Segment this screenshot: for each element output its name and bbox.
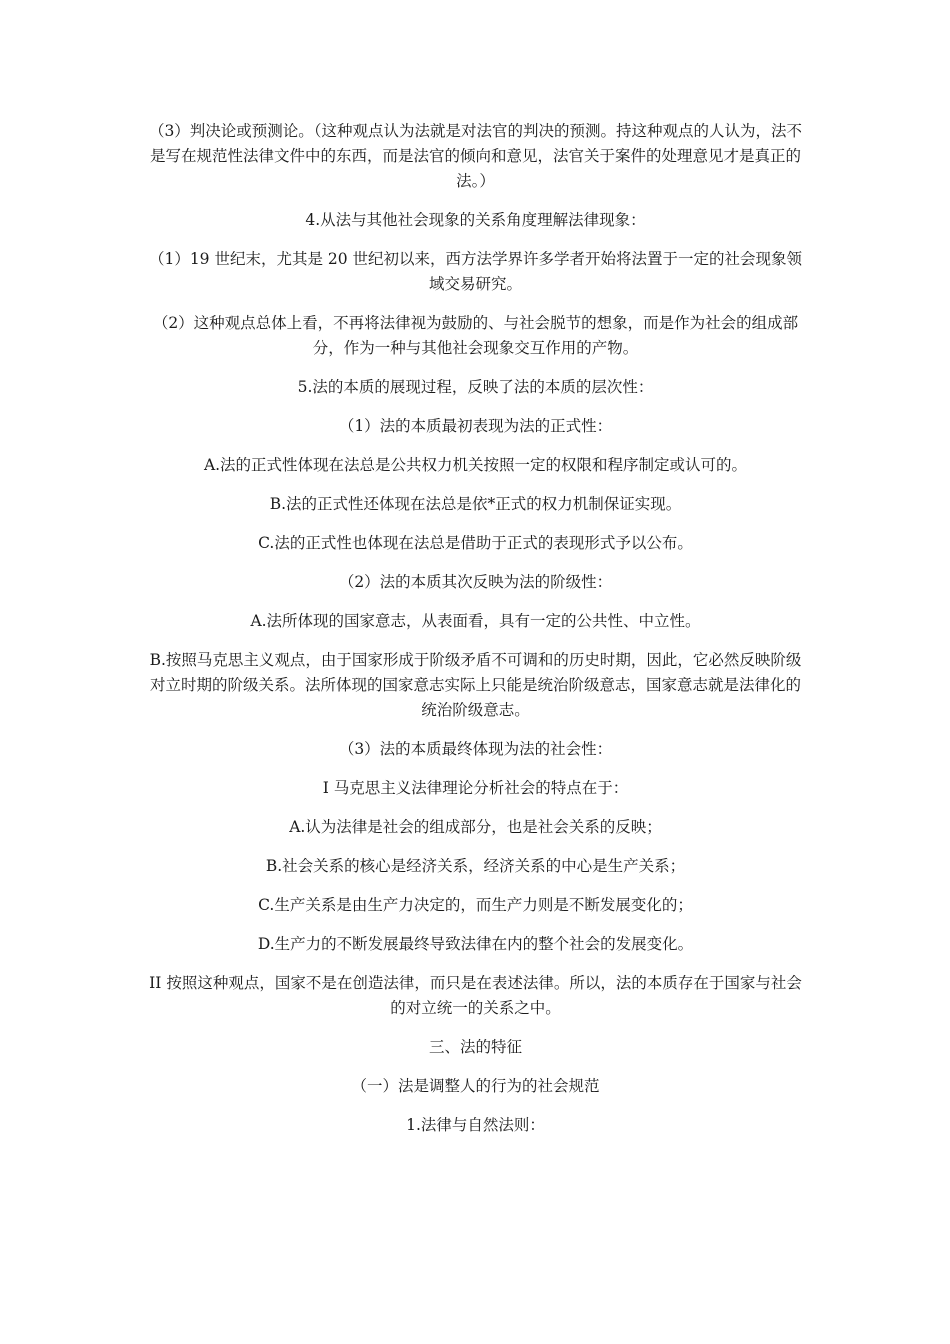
paragraph-formality-c: C.法的正式性也体现在法总是借助于正式的表现形式予以公布。 (258, 534, 693, 552)
paragraph-marxist-a: A.认为法律是社会的组成部分，也是社会关系的反映； (289, 818, 662, 836)
subsection-heading-social-norm: （一）法是调整人的行为的社会规范 (351, 1077, 600, 1095)
paragraph-formality: （1）法的本质最初表现为法的正式性： (338, 417, 613, 435)
paragraph-formality-b: B.法的正式性还体现在法总是依*正式的权力机制保证实现。 (269, 495, 682, 513)
paragraph-class-a: A.法所体现的国家意志，从表面看，具有一定的公共性、中立性。 (250, 612, 701, 630)
paragraph-class-nature: （2）法的本质其次反映为法的阶级性： (338, 573, 613, 591)
paragraph-marxist-c: C.生产关系是由生产力决定的，而生产力则是不断发展变化的； (258, 896, 693, 914)
paragraph-marxist-d: D.生产力的不断发展最终导致法律在内的整个社会的发展变化。 (257, 935, 694, 953)
paragraph-law-natural-law: 1.法律与自然法则： (406, 1116, 545, 1134)
paragraph-heading-5: 5.法的本质的展现过程，反映了法的本质的层次性： (297, 378, 654, 396)
paragraph-judgment-theory: （3）判决论或预测论。（这种观点认为法就是对法官的判决的预测。持这种观点的人认为，法不是写在规范性法律文件中的东西，而是法官的倾向和意见，法官关于案件的处理意见才是真正的法。） (148, 122, 803, 190)
paragraph-social-nature: （3）法的本质最终体现为法的社会性： (338, 740, 613, 758)
paragraph-heading-4: 4.从法与其他社会现象的关系角度理解法律现象： (305, 211, 646, 229)
paragraph-class-b: B.按照马克思主义观点，由于国家形成于阶级矛盾不可调和的历史时期，因此，它必然反映阶级对立时期的阶级关系。法所体现的国家意志实际上只能是统治阶级意志，国家意志就是法律化的统治阶级意志。 (149, 651, 802, 719)
paragraph-marxist-analysis: I 马克思主义法律理论分析社会的特点在于： (322, 779, 629, 797)
document-body (143, 119, 808, 1152)
paragraph-marxist-b: B.社会关系的核心是经济关系，经济关系的中心是生产关系； (265, 857, 686, 875)
paragraph-19th-century: （1）19 世纪末，尤其是 20 世纪初以来，西方法学界许多学者开始将法置于一定的社会现象领域交易研究。 (148, 250, 803, 293)
paragraph-formality-a: A.法的正式性体现在法总是公共权力机关按照一定的权限和程序制定或认可的。 (203, 456, 748, 474)
paragraph-state-expression: II 按照这种观点，国家不是在创造法律，而只是在表述法律。所以，法的本质存在于国家与社会的对立统一的关系之中。 (149, 974, 802, 1017)
section-heading-features: 三、法的特征 (428, 1038, 522, 1056)
paragraph-overall-view: （2）这种观点总体上看，不再将法律视为鼓励的、与社会脱节的想象，而是作为社会的组成部分，作为一种与其他社会现象交互作用的产物。 (152, 314, 799, 357)
